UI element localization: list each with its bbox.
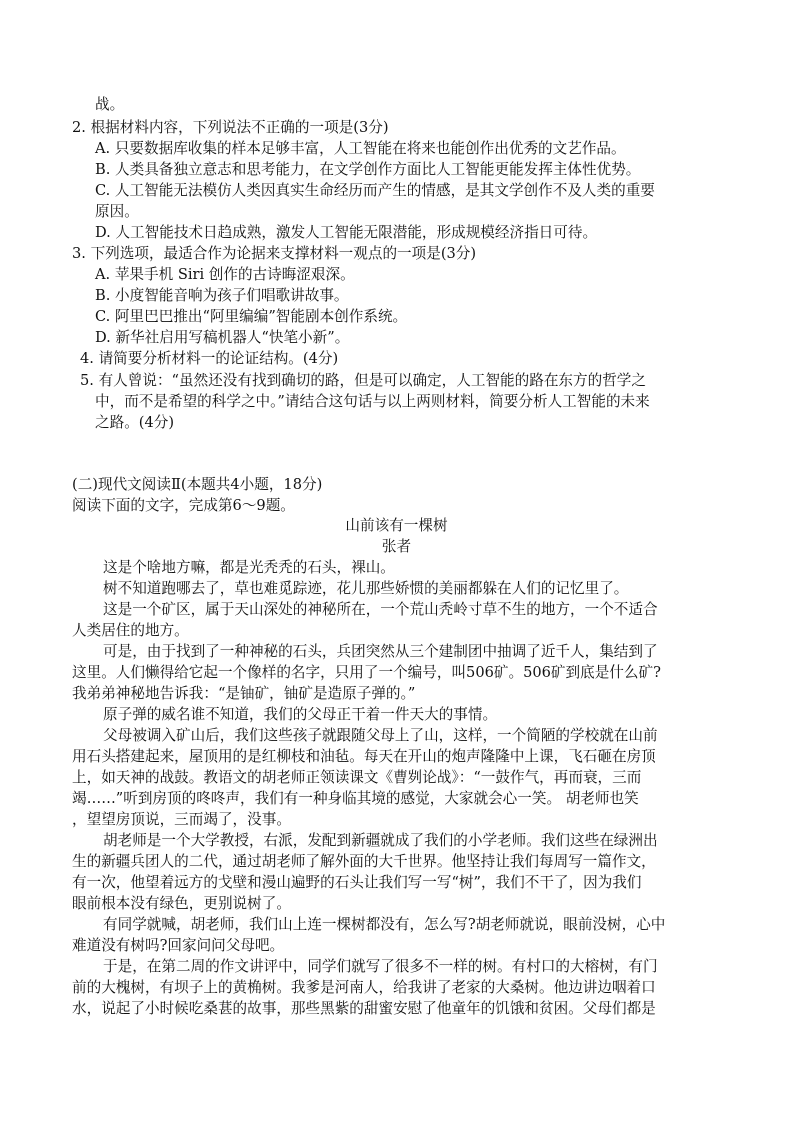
- question-5-cont-2: 之路。(4分): [95, 414, 175, 431]
- passage-line: 这是个啥地方嘛，都是光秃秃的石头，裸山。: [103, 559, 395, 576]
- passage-line: 原子弹的威名谁不知道，我们的父母正干着一件天大的事情。: [103, 706, 498, 723]
- question-3-option-c: C. 阿里巴巴推出“阿里编编”智能剧本创作系统。: [95, 308, 408, 325]
- question-2-option-d: D. 人工智能技术日趋成熟，激发人工智能无限潜能，形成规模经济指日可待。: [95, 224, 598, 241]
- question-2-option-a: A. 只要数据库收集的样本足够丰富，人工智能在将来也能创作出优秀的文艺作品。: [95, 140, 626, 157]
- continuation-text: 战。: [95, 96, 125, 113]
- passage-line: 有同学就喊，胡老师，我们山上连一棵树都没有，怎么写?胡老师就说，眼前没树，心中: [103, 916, 666, 933]
- passage-line: 这里。人们懒得给它起一个像样的名字，只用了一个编号，叫506矿。506矿到底是什么矿?: [72, 664, 661, 681]
- question-2-stem: 2. 根据材料内容，下列说法不正确的一项是(3分): [72, 119, 389, 136]
- question-4-stem: 4. 请简要分析材料一的论证结构。(4分): [80, 350, 339, 367]
- question-2-option-c: C. 人工智能无法模仿人类因真实生命经历而产生的情感，是其文学创作不及人类的重要: [95, 182, 655, 199]
- section-instruction: 阅读下面的文字，完成第6～9题。: [72, 497, 295, 514]
- passage-line: ，望望房顶说，三而竭了，没事。: [72, 811, 291, 828]
- passage-line: 可是，由于找到了一种神秘的石头，兵团突然从三个建制团中抽调了近千人，集结到了: [103, 643, 658, 660]
- passage-line: 有一次，他望着远方的戈壁和漫山遍野的石头让我们写一写“树”，我们不干了，因为我们: [72, 874, 642, 891]
- passage-line: 用石头搭建起来，屋顶用的是红柳枝和油毡。每天在开山的炮声隆隆中上课，飞石砸在房顶: [72, 748, 656, 765]
- passage-line: 胡老师是一个大学教授，右派，发配到新疆就成了我们的小学老师。我们这些在绿洲出: [103, 832, 658, 849]
- passage-line: 树不知道跑哪去了，草也难觅踪迹，花儿那些娇惯的美丽都躲在人们的记忆里了。: [103, 580, 629, 597]
- question-3-option-d: D. 新华社启用写稿机器人“快笔小新”。: [95, 329, 350, 346]
- question-5-stem: 5. 有人曾说：“虽然还没有找到确切的路，但是可以确定，人工智能的路在东方的哲学之: [80, 372, 646, 389]
- passage-line: 我弟弟神秘地告诉我：“是铀矿，铀矿是造原子弹的。”: [72, 685, 416, 702]
- passage-line: 眼前根本没有绿色，更别说树了。: [72, 895, 291, 912]
- passage-line: 人类居住的地方。: [72, 622, 189, 639]
- question-2-option-b: B. 人类具备独立意志和思考能力，在文学创作方面比人工智能更能发挥主体性优势。: [95, 161, 641, 178]
- passage-line: 难道没有树吗?回家问问父母吧。: [72, 937, 285, 954]
- passage-line: 父母被调入矿山后，我们这些孩子就跟随父母上了山，这样，一个简陋的学校就在山前: [103, 727, 658, 744]
- passage-line: 前的大槐树，有坝子上的黄桷树。我爹是河南人，给我讲了老家的大桑树。他边讲边咽着口: [72, 979, 656, 996]
- passage-line: 竭……”听到房顶的咚咚声，我们有一种身临其境的感觉，大家就会心一笑。 胡老师也笑: [72, 790, 639, 807]
- passage-line: 生的新疆兵团人的二代，通过胡老师了解外面的大千世界。他坚持让我们每周写一篇作文，: [72, 853, 656, 870]
- passage-line: 上，如天神的战鼓。教语文的胡老师正领读课文《曹刿论战》：“一鼓作气，再而衰，三而: [72, 769, 642, 786]
- question-3-stem: 3. 下列选项，最适合作为论据来支撑材料一观点的一项是(3分): [72, 245, 477, 262]
- section-heading: (二)现代文阅读Ⅱ(本题共4小题，18分): [72, 476, 323, 493]
- question-3-option-b: B. 小度智能音响为孩子们唱歌讲故事。: [95, 287, 349, 304]
- passage-line: 这是一个矿区，属于天山深处的神秘所在，一个荒山秃岭寸草不生的地方，一个不适合: [103, 601, 658, 618]
- passage-author: 张者: [381, 538, 412, 555]
- question-3-option-a: A. 苹果手机 Siri 创作的古诗晦涩艰深。: [95, 266, 355, 283]
- passage-line: 水，说起了小时候吃桑葚的故事，那些黑紫的甜蜜安慰了他童年的饥饿和贫困。父母们都是: [72, 1000, 656, 1017]
- passage-line: 于是，在第二周的作文讲评中，同学们就写了很多不一样的树。有村口的大榕树，有门: [103, 958, 658, 975]
- question-5-cont-1: 中，而不是希望的科学之中。”请结合这句话与以上两则材料，简要分析人工智能的未来: [95, 393, 650, 410]
- passage-title: 山前该有一棵树: [345, 517, 448, 534]
- question-2-option-c-cont: 原因。: [95, 203, 139, 220]
